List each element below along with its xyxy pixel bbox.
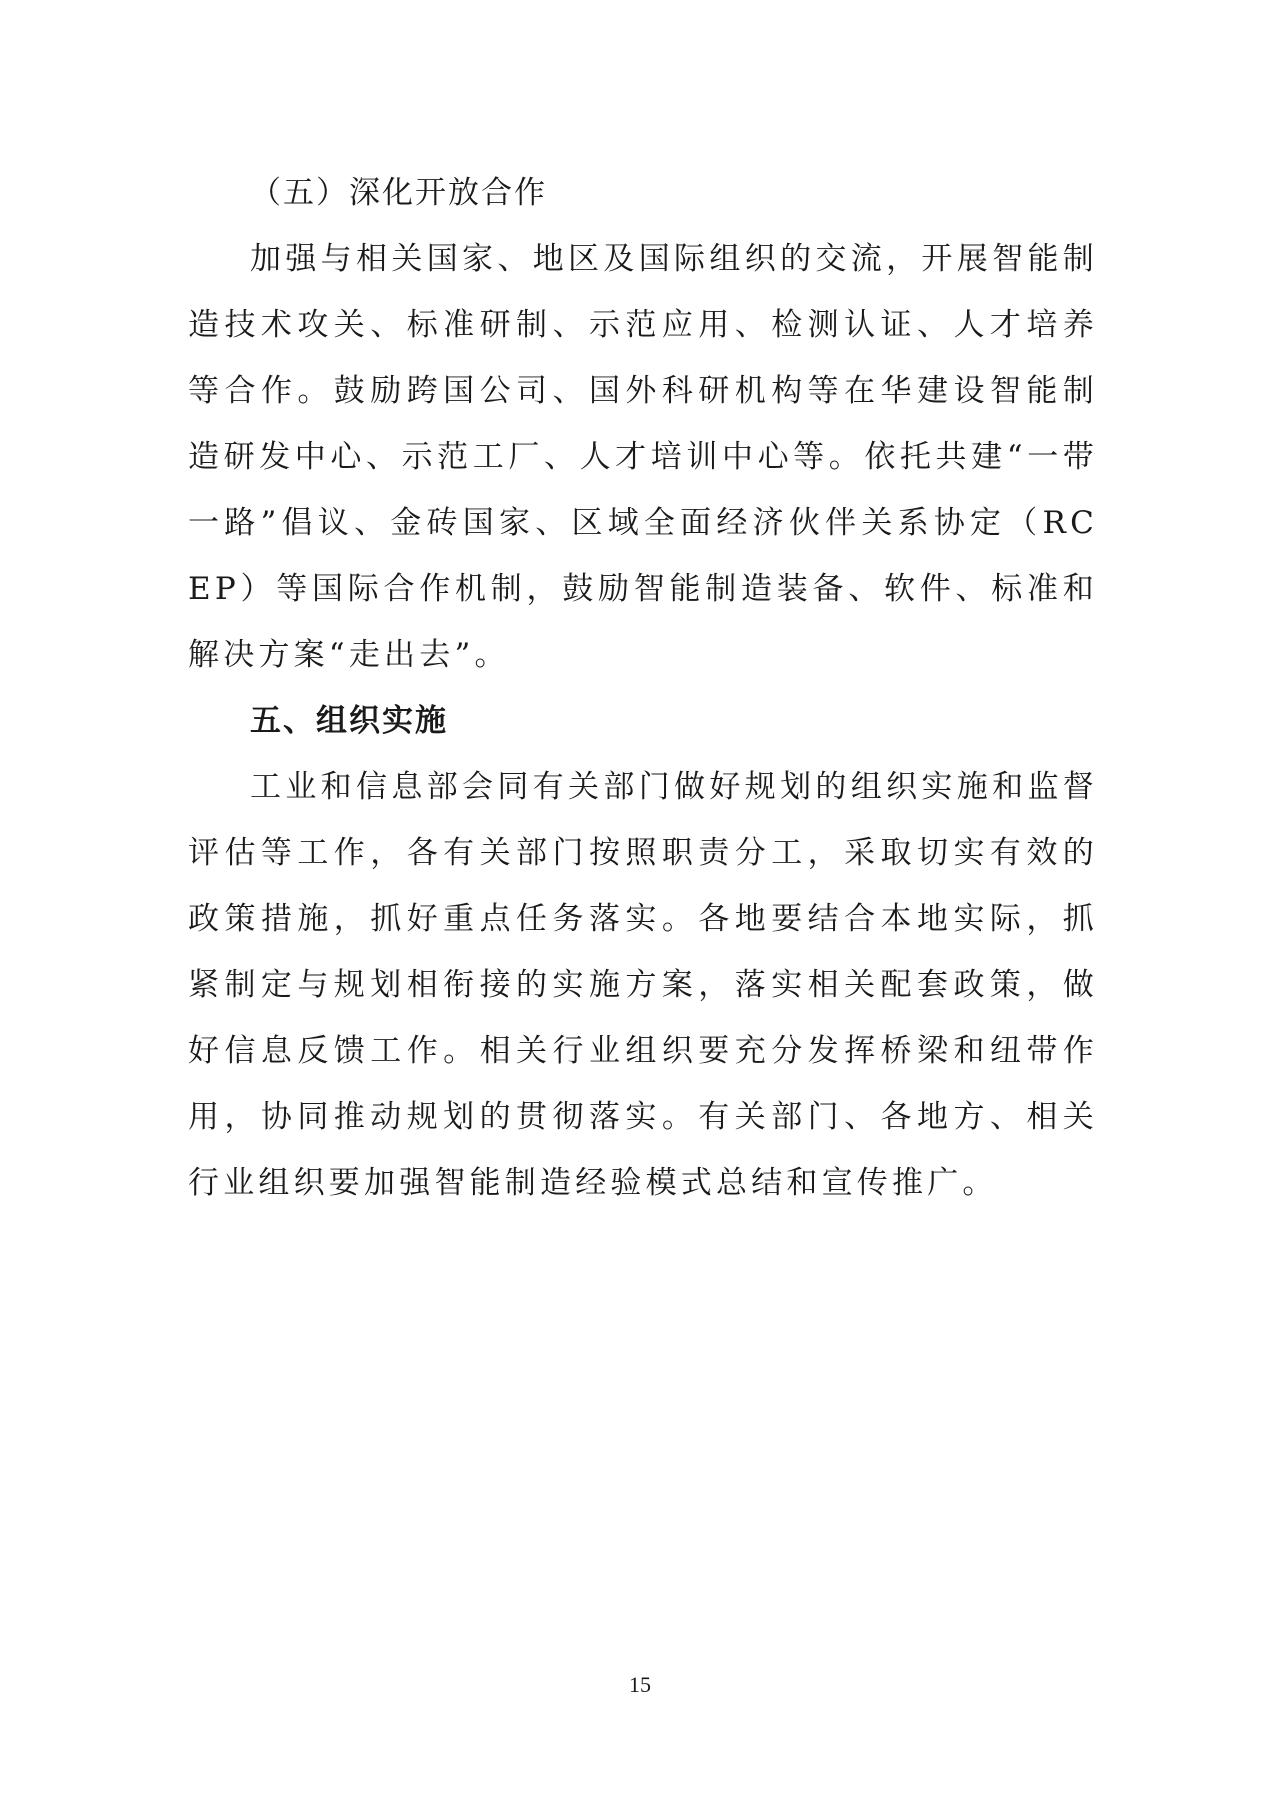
section-heading-organization: 五、组织实施: [250, 703, 448, 739]
page-number: 15: [629, 1672, 651, 1697]
paragraph-open-cooperation: 加强与相关国家、地区及国际组织的交流，开展智能制造技术攻关、标准研制、示范应用、检测认证、人才培养等合作。鼓励跨国公司、国外科研机构等在华建设智能制造研发中心、示范工厂、人才培训中心等。依托共建“一带一路”倡议、金砖国家、区域全面经济伙伴关系协定（RCEP）等国际合作机制，鼓励智能制造装备、软件、标准和解决方案“走出去”。: [188, 241, 1098, 673]
subsection-heading-deepen-cooperation: （五）深化开放合作: [250, 175, 547, 211]
paragraph-organization: 工业和信息部会同有关部门做好规划的组织实施和监督评估等工作，各有关部门按照职责分工，采取切实有效的政策措施，抓好重点任务落实。各地要结合本地实际，抓紧制定与规划相衔接的实施方案，落实相关配套政策，做好信息反馈工作。相关行业组织要充分发挥桥梁和纽带作用，协同推动规划的贯彻落实。有关部门、各地方、相关行业组织要加强智能制造经验模式总结和宣传推广。: [188, 769, 1098, 1201]
page-content: [188, 160, 1098, 1216]
